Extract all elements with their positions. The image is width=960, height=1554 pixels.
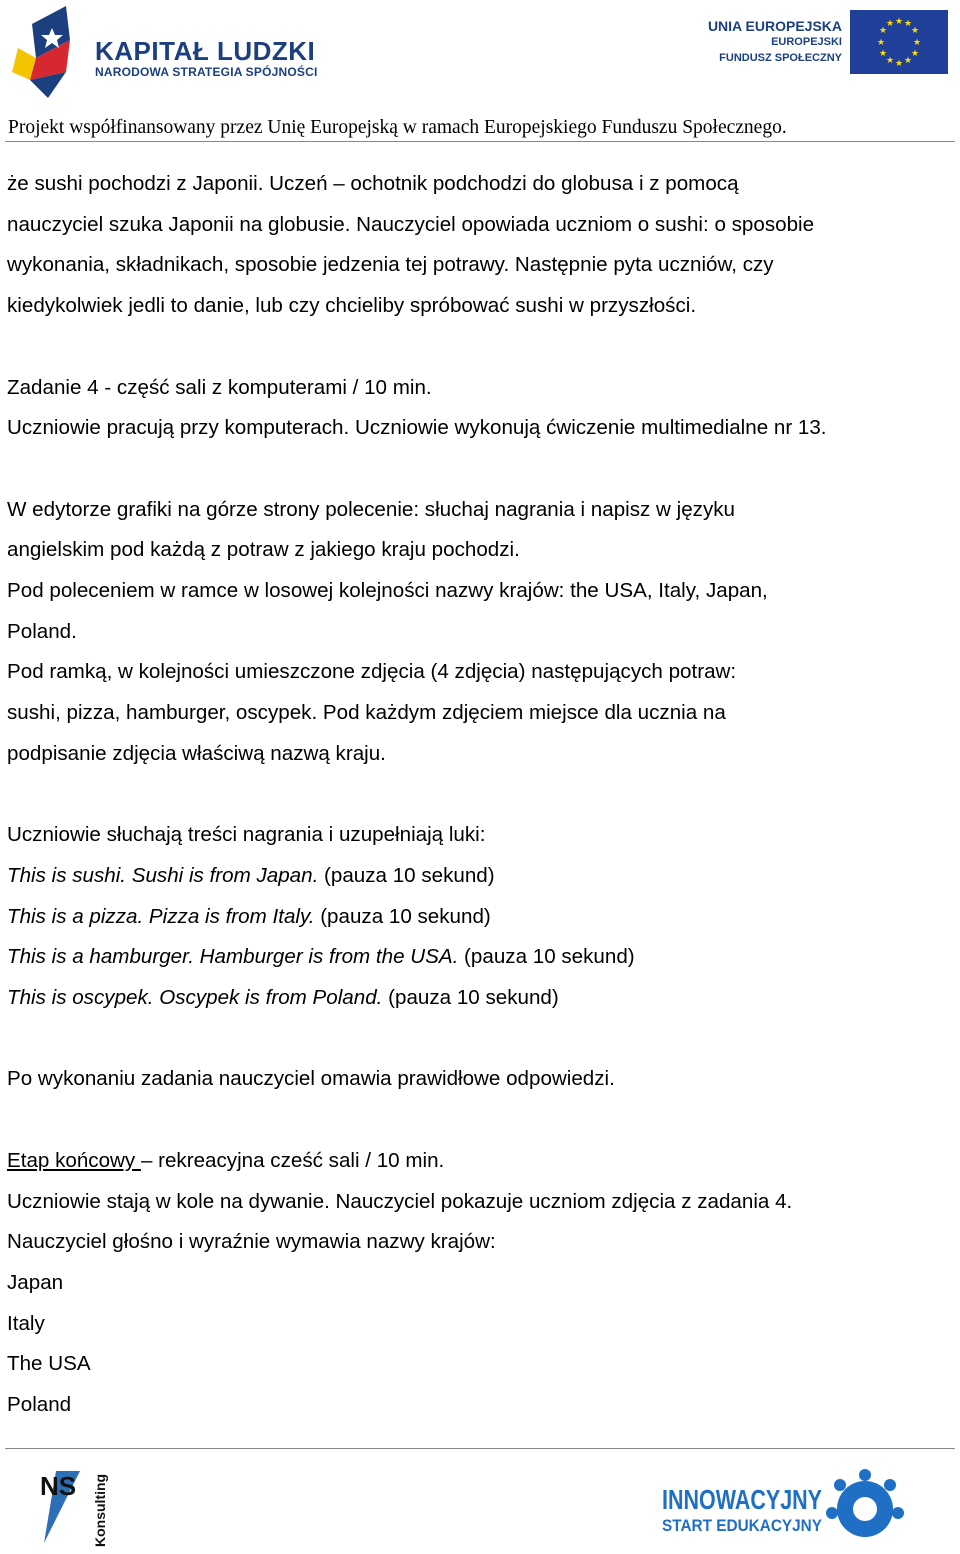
svg-text:★: ★ bbox=[894, 59, 904, 69]
eu-label-line3: FUNDUSZ SPOŁECZNY bbox=[719, 52, 842, 64]
recording-line bbox=[7, 897, 957, 938]
paragraph-line: angielskim pod każdą z potraw z jakiego kraju pochodzi. bbox=[7, 538, 520, 562]
svg-text:★: ★ bbox=[910, 26, 920, 36]
footer-divider bbox=[5, 1448, 955, 1449]
country-item: Italy bbox=[7, 1311, 45, 1335]
paragraph-line: kiedykolwiek jedli to danie, lub czy chcieliby spróbować sushi w przyszłości. bbox=[7, 294, 697, 318]
recording-line bbox=[7, 937, 957, 978]
recording-line bbox=[7, 978, 957, 1019]
svg-text:★: ★ bbox=[885, 19, 895, 29]
recording-sentence: This is sushi. Sushi is from Japan. bbox=[7, 863, 319, 887]
svg-text:★: ★ bbox=[912, 38, 922, 48]
ns-konsulting-text: Konsulting bbox=[92, 1473, 108, 1547]
svg-text:★: ★ bbox=[894, 17, 904, 27]
circle-line: Uczniowie stają w kole na dywanie. Nauczyciel pokazuje uczniom zdjęcia z zadania 4. bbox=[7, 1189, 793, 1213]
start-edukacyjny-text: START EDUKACYJNY bbox=[662, 1516, 823, 1535]
paragraph-line: Pod ramką, w kolejności umieszczone zdjęcia (4 zdjęcia) następujących potraw: bbox=[7, 660, 737, 684]
innowacyjny-text: INNOWACYJNY bbox=[662, 1484, 823, 1515]
task-4-title: Zadanie 4 - część sali z komputerami / 10 min. bbox=[7, 375, 432, 399]
eu-flag-icon bbox=[850, 10, 948, 74]
teacher-line: Nauczyciel głośno i wyraźnie wymawia nazwy krajów: bbox=[7, 1230, 496, 1254]
listening-intro: Uczniowie słuchają treści nagrania i uzupełniają luki: bbox=[7, 823, 486, 847]
innowacyjny-start-logo-icon bbox=[660, 1465, 905, 1550]
header-divider bbox=[5, 141, 955, 142]
paragraph-line: Pod poleceniem w ramce w losowej kolejności nazwy krajów: the USA, Italy, Japan, bbox=[7, 579, 768, 602]
country-item: Japan bbox=[7, 1270, 64, 1294]
after-task-line: Po wykonaniu zadania nauczyciel omawia prawidłowe odpowiedzi. bbox=[7, 1067, 615, 1091]
paragraph-line: sushi, pizza, hamburger, oscypek. Pod każdym zdjęciem miejsce dla ucznia na bbox=[7, 701, 726, 725]
svg-text:★: ★ bbox=[903, 19, 913, 29]
svg-text:★: ★ bbox=[910, 49, 920, 59]
kapital-ludzki-logo-icon bbox=[8, 2, 90, 102]
final-stage-detail: – rekreacyjna cześć sali / 10 min. bbox=[140, 1148, 445, 1172]
recording-sentence: This is a pizza. Pizza is from Italy. bbox=[7, 904, 315, 928]
svg-text:★: ★ bbox=[885, 56, 895, 66]
eu-label bbox=[708, 18, 842, 66]
recording-line bbox=[7, 856, 957, 897]
svg-text:★: ★ bbox=[876, 38, 886, 48]
final-stage-line bbox=[7, 1141, 957, 1182]
kapital-ludzki-title: KAPITAŁ LUDZKI bbox=[95, 36, 316, 66]
paragraph-line: W edytorze grafiki na górze strony polecenie: słuchaj nagrania i napisz w języku bbox=[7, 497, 736, 521]
eu-label-line1: UNIA EUROPEJSKA bbox=[707, 18, 842, 34]
document-body bbox=[7, 164, 957, 1426]
final-stage-label: Etap końcowy bbox=[7, 1148, 141, 1172]
recording-pause: (pauza 10 sekund) bbox=[458, 945, 635, 969]
country-item: The USA bbox=[7, 1352, 91, 1376]
paragraph-line: podpisanie zdjęcia właściwą nazwą kraju. bbox=[7, 741, 386, 765]
svg-text:★: ★ bbox=[903, 56, 913, 66]
country-item: Poland bbox=[7, 1393, 72, 1417]
recording-sentence: This is oscypek. Oscypek is from Poland. bbox=[7, 986, 383, 1010]
ns-letter-n: NS bbox=[40, 1471, 77, 1501]
recording-pause: (pauza 10 sekund) bbox=[318, 863, 495, 887]
recording-sentence: This is a hamburger. Hamburger is from the USA. bbox=[7, 945, 459, 969]
paragraph-line: Poland. bbox=[7, 619, 77, 643]
eu-label-line2: EUROPEJSKI bbox=[771, 36, 842, 48]
recording-pause: (pauza 10 sekund) bbox=[314, 904, 491, 928]
recording-pause: (pauza 10 sekund) bbox=[382, 986, 559, 1010]
project-cofinancing-line: Projekt współfinansowany przez Unię Europejską w ramach Europejskiego Funduszu Społecznego. bbox=[8, 117, 787, 138]
paragraph-line: że sushi pochodzi z Japonii. Uczeń – ochotnik podchodzi do globusa i z pomocą bbox=[7, 172, 739, 195]
svg-text:★: ★ bbox=[878, 49, 888, 59]
task-4-description: Uczniowie pracują przy komputerach. Uczniowie wykonują ćwiczenie multimedialne nr 13. bbox=[7, 416, 827, 440]
svg-text:★: ★ bbox=[878, 26, 888, 36]
ns-konsulting-logo-icon bbox=[30, 1465, 115, 1550]
kapital-ludzki-subtitle: NARODOWA STRATEGIA SPÓJNOŚCI bbox=[95, 65, 318, 79]
paragraph-line: wykonania, składnikach, sposobie jedzenia tej potrawy. Następnie pyta uczniów, czy bbox=[7, 253, 774, 277]
paragraph-line: nauczyciel szuka Japonii na globusie. Nauczyciel opowiada uczniom o sushi: o sposobie bbox=[7, 212, 815, 236]
